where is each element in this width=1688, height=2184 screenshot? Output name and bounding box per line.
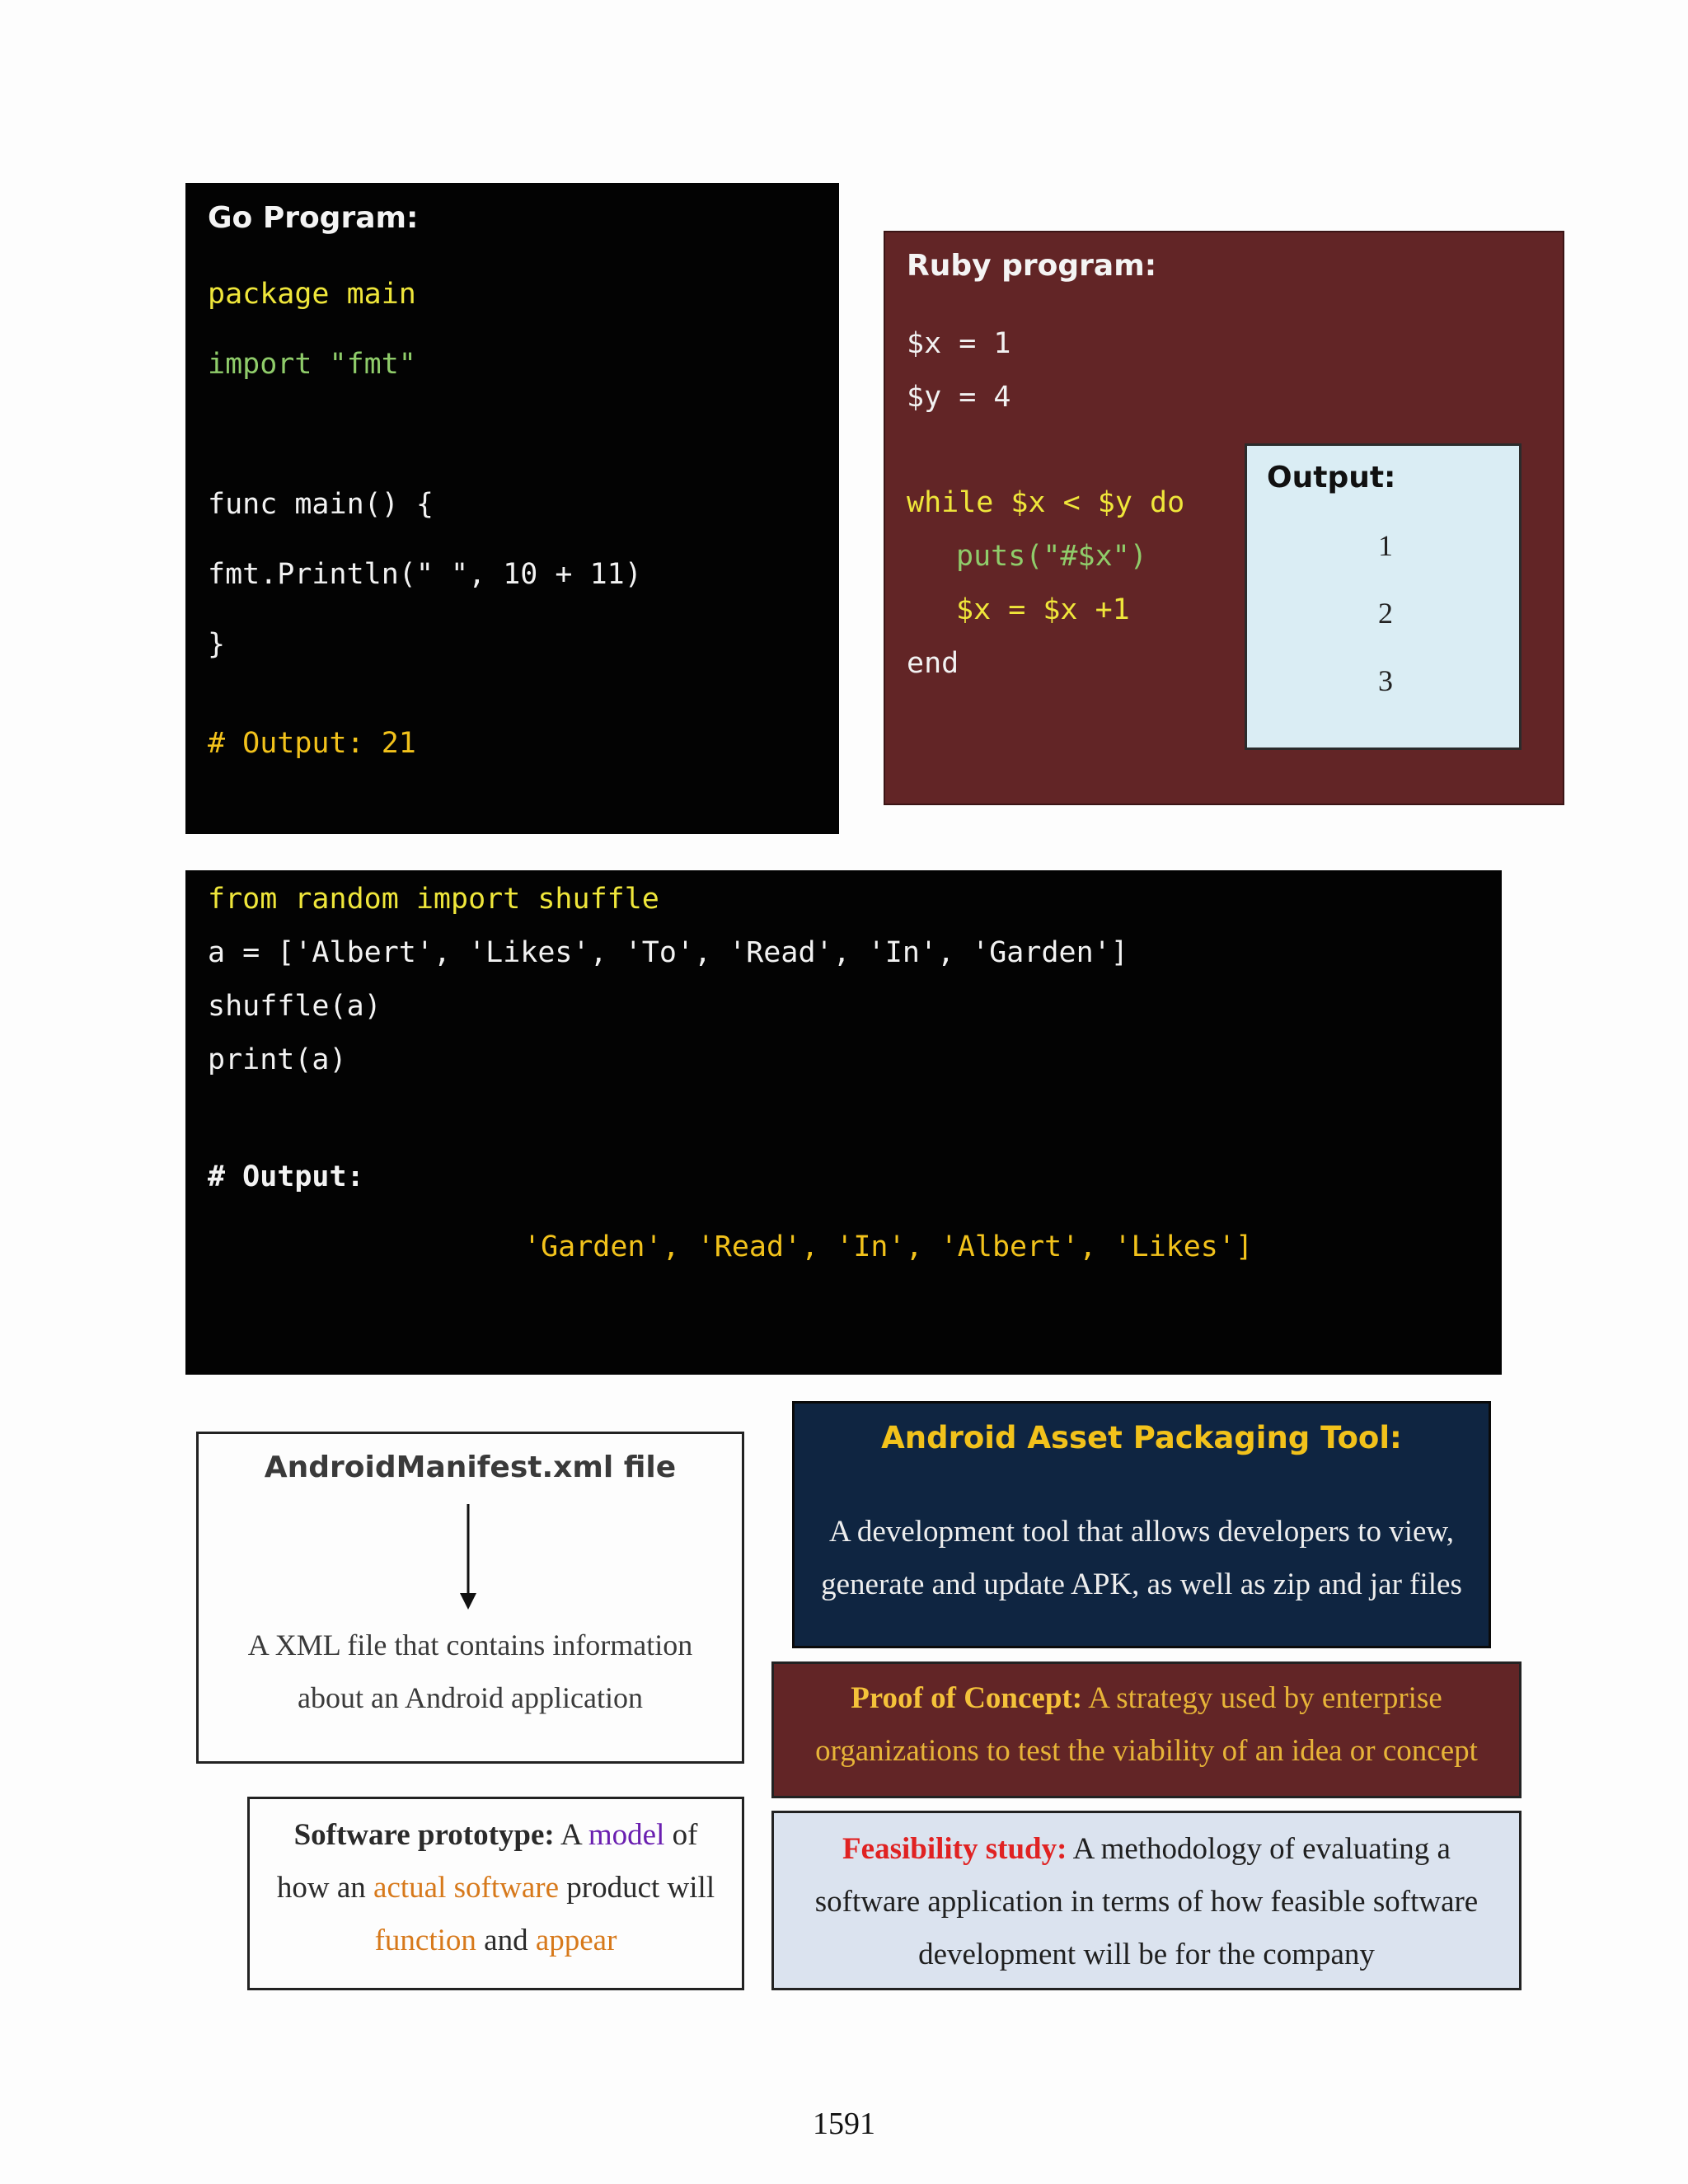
ruby-output-title: Output: (1267, 461, 1396, 494)
prototype-text: how an (276, 1871, 374, 1905)
python-code-line: from random import shuffle (208, 883, 659, 916)
aapt-description (795, 1506, 1489, 1611)
manifest-desc-line: about an Android application (298, 1681, 643, 1714)
ruby-code-line: $x = $x +1 (956, 593, 1130, 626)
manifest-definition-box (196, 1432, 744, 1764)
ruby-code-line: while $x < $y do (907, 486, 1185, 519)
feasibility-desc-line: development will be for the company (918, 1938, 1375, 1971)
down-arrow-icon (456, 1504, 481, 1611)
ruby-code-line: $x = 1 (907, 327, 1011, 360)
ruby-output-box (1245, 443, 1522, 750)
go-code-line: } (208, 628, 226, 661)
feasibility-term: Feasibility study: (842, 1832, 1067, 1866)
prototype-definition-box (247, 1797, 744, 1990)
aapt-definition-box (792, 1401, 1491, 1648)
poc-desc-line: organizations to test the viability of an idea or concept (815, 1734, 1478, 1768)
ruby-program-title: Ruby program: (907, 249, 1157, 283)
feasibility-desc-text: A methodology of evaluating a (1067, 1832, 1451, 1866)
prototype-highlight-model: model (588, 1818, 665, 1852)
go-program-title: Go Program: (208, 201, 419, 235)
ruby-code-line: $y = 4 (907, 381, 1011, 414)
go-code-line: import "fmt" (208, 348, 416, 381)
ruby-program-box (884, 231, 1564, 805)
prototype-description (250, 1809, 742, 1967)
python-code-line: a = ['Albert', 'Likes', 'To', 'Read', 'In', 'Garden'] (208, 936, 1128, 969)
aapt-desc-line: A development tool that allows developers to view, (829, 1515, 1454, 1549)
prototype-highlight-appear: appear (535, 1924, 617, 1957)
prototype-term: Software prototype: (293, 1818, 555, 1852)
go-code-line: fmt.Println(" ", 10 + 11) (208, 558, 642, 591)
ruby-output-value: 1 (1378, 529, 1393, 562)
prototype-text: of (664, 1818, 698, 1852)
ruby-output-value: 3 (1378, 664, 1393, 697)
go-program-box (185, 183, 839, 834)
ruby-code-line: puts("#$x") (956, 540, 1147, 573)
feasibility-definition-box (771, 1811, 1522, 1990)
poc-definition-box (771, 1661, 1522, 1798)
prototype-text: A (554, 1818, 588, 1852)
python-code-line: print(a) (208, 1043, 347, 1076)
go-code-line: package main (208, 278, 416, 311)
go-output-comment: # Output: 21 (208, 727, 416, 760)
poc-term: Proof of Concept: (851, 1681, 1083, 1715)
ruby-code-line: end (907, 647, 959, 680)
manifest-title: AndroidManifest.xml file (264, 1451, 677, 1484)
feasibility-description (774, 1823, 1519, 1981)
python-output-value: 'Garden', 'Read', 'In', 'Albert', 'Likes'] (523, 1230, 1254, 1263)
poc-desc-text: A strategy used by enterprise (1082, 1681, 1442, 1715)
prototype-text: product will (559, 1871, 715, 1905)
prototype-highlight-function: function (374, 1924, 476, 1957)
page-number: 1591 (813, 2107, 875, 2141)
go-code-line: func main() { (208, 488, 434, 521)
ruby-output-value: 2 (1378, 597, 1393, 630)
prototype-text: and (476, 1924, 536, 1957)
feasibility-desc-line: software application in terms of how feasible software (814, 1885, 1479, 1919)
manifest-desc-line: A XML file that contains information (247, 1629, 693, 1661)
prototype-highlight-actual: actual software (373, 1871, 560, 1905)
python-program-box (185, 870, 1502, 1375)
manifest-description (199, 1619, 742, 1724)
aapt-title: Android Asset Packaging Tool: (881, 1420, 1402, 1455)
aapt-desc-line: generate and update APK, as well as zip and jar files (821, 1568, 1462, 1601)
python-output-label: # Output: (208, 1160, 364, 1193)
poc-description (774, 1672, 1519, 1778)
python-code-line: shuffle(a) (208, 990, 382, 1023)
